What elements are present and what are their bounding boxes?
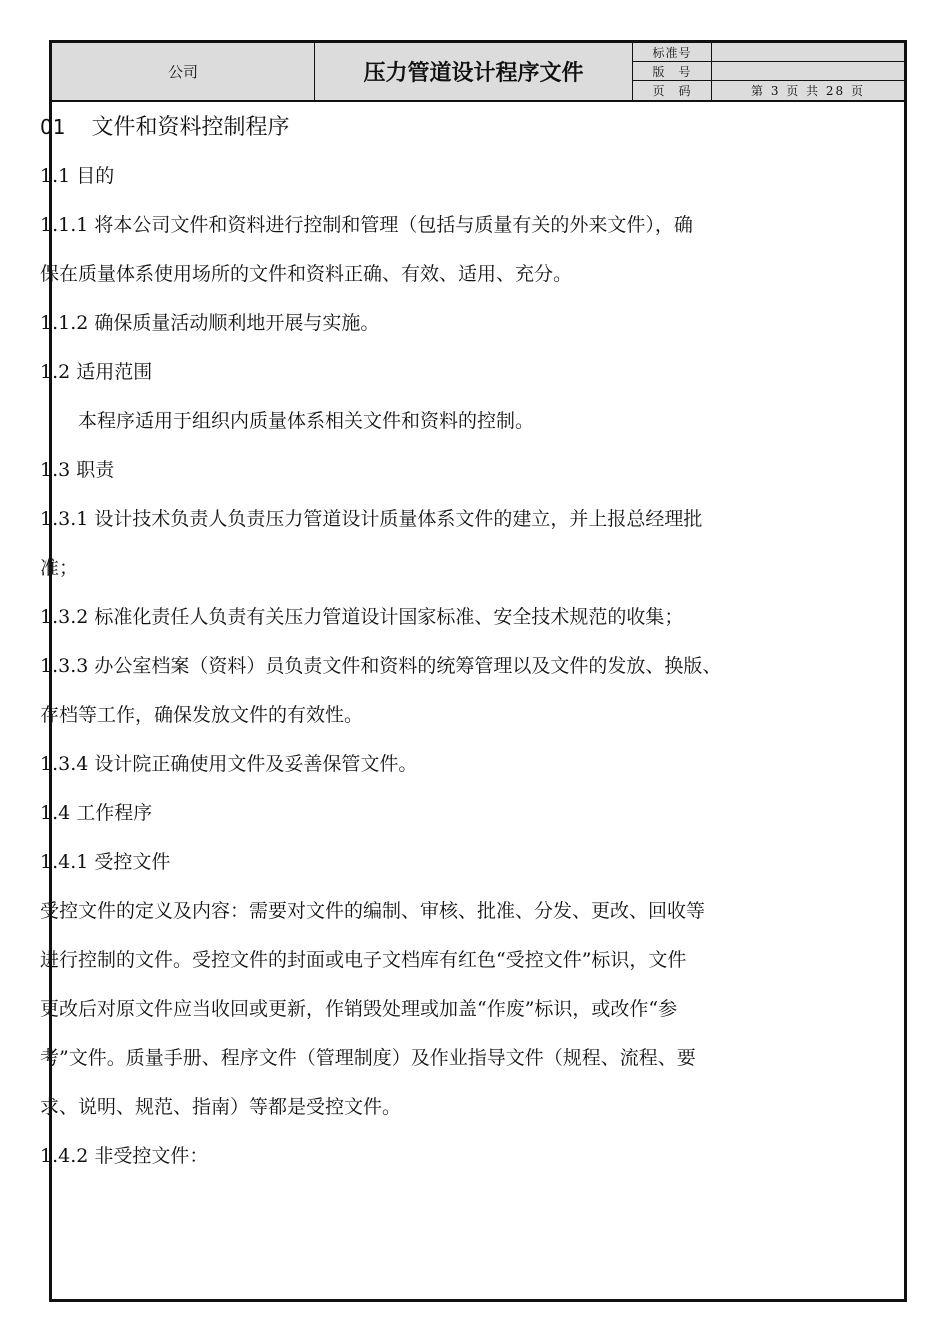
text-line: 更改后对原文件应当收回或更新，作销毁处理或加盖“作废”标识，或改作“参 xyxy=(40,998,678,1020)
text-line: 1.4 工作程序 xyxy=(40,802,153,824)
document-header xyxy=(52,43,904,102)
text-line: 保在质量体系使用场所的文件和资料正确、有效、适用、充分。 xyxy=(40,263,573,285)
text-line: 进行控制的文件。受控文件的封面或电子文档库有红色“受控文件”标识，文件 xyxy=(40,949,687,971)
document-title: 压力管道设计程序文件 xyxy=(315,43,633,100)
version-label: 版 号 xyxy=(633,62,711,81)
page-code-label: 页 码 xyxy=(652,84,692,98)
text-line: 1.1 目的 xyxy=(40,165,115,187)
text-line: 准； xyxy=(40,557,79,579)
text-line: 1.1.2 确保质量活动顺利地开展与实施。 xyxy=(40,312,380,334)
page-number-value: 第 3 页 共 28 页 xyxy=(751,84,865,98)
header-values xyxy=(712,43,904,100)
text-line: 1.3.1 设计技术负责人负责压力管道设计质量体系文件的建立，并上报总经理批 xyxy=(40,508,703,530)
company-cell: 公司 xyxy=(52,43,315,100)
document-body xyxy=(40,110,820,1188)
text-line: 1.4.2 非受控文件： xyxy=(40,1145,209,1167)
section-number: 01 xyxy=(40,115,66,139)
text-line: 1.3.4 设计院正确使用文件及妥善保管文件。 xyxy=(40,753,418,775)
standard-number-value xyxy=(712,43,904,62)
standard-number-label: 标准号 xyxy=(633,43,711,62)
text-line: 考”文件。质量手册、程序文件（管理制度）及作业指导文件（规程、流程、要 xyxy=(40,1047,696,1069)
section-heading xyxy=(40,110,820,159)
header-labels xyxy=(633,43,712,100)
text-line: 1.1.1 将本公司文件和资料进行控制和管理（包括与质量有关的外来文件），确 xyxy=(40,214,693,236)
version-value xyxy=(712,62,904,81)
text-line: 1.3 职责 xyxy=(40,459,115,481)
text-line: 求、说明、规范、指南）等都是受控文件。 xyxy=(40,1096,402,1118)
text-line: 受控文件的定义及内容：需要对文件的编制、审核、批准、分发、更改、回收等 xyxy=(40,900,706,922)
section-title: 文件和资料控制程序 xyxy=(91,115,290,140)
text-line: 1.2 适用范围 xyxy=(40,361,153,383)
text-line: 1.4.1 受控文件 xyxy=(40,851,171,873)
text-line: 1.3.2 标准化责任人负责有关压力管道设计国家标准、安全技术规范的收集； xyxy=(40,606,684,628)
text-line: 1.3.3 办公室档案（资料）员负责文件和资料的统筹管理以及文件的发放、换版、 xyxy=(40,655,722,677)
text-line: 存档等工作，确保发放文件的有效性。 xyxy=(40,704,364,726)
text-line: 本程序适用于组织内质量体系相关文件和资料的控制。 xyxy=(78,410,535,432)
